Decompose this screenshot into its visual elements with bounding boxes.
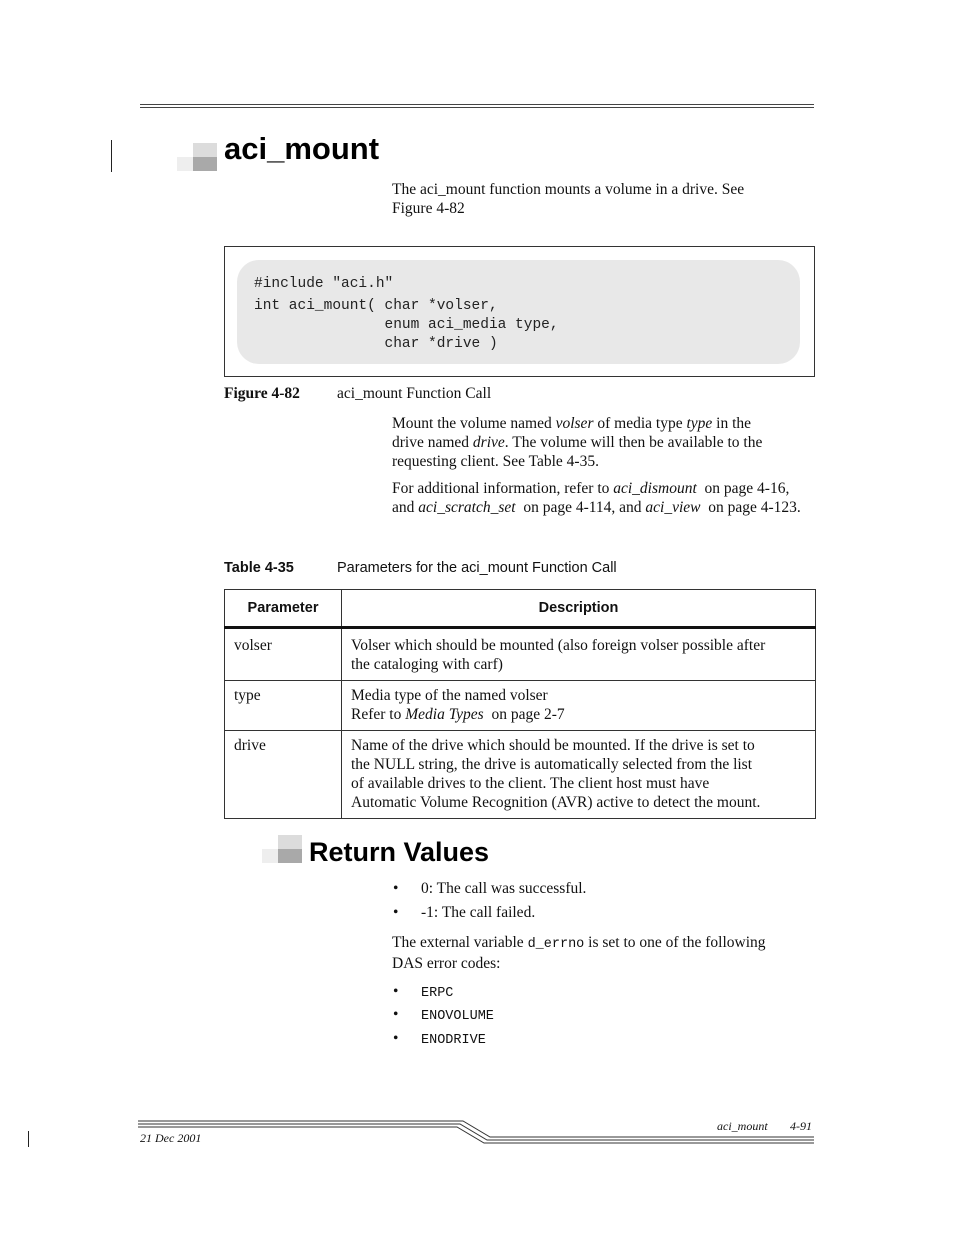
description-paragraph — [392, 414, 822, 471]
table-row — [225, 628, 816, 681]
text-run: on page 2-7 — [483, 706, 565, 723]
list-item — [393, 1006, 494, 1024]
text-run: Mount the volume named — [392, 415, 556, 432]
code-block — [254, 275, 559, 354]
bullet-text: 0: The call was successful. — [421, 880, 587, 897]
intro-line: The aci_mount function mounts a volume in a drive. See — [392, 181, 745, 198]
bullet-icon: • — [393, 1030, 399, 1047]
error-code: ENODRIVE — [421, 1033, 486, 1048]
param-ref: drive — [472, 434, 505, 451]
column-header: Description — [342, 590, 816, 628]
header-rule — [140, 104, 814, 108]
table-title: Parameters for the aci_mount Function Call — [337, 560, 617, 576]
bullet-icon: • — [393, 983, 399, 1000]
code-line: #include "aci.h" — [254, 276, 394, 292]
list-item — [393, 983, 453, 1001]
param-cell: volser — [225, 628, 342, 681]
table-row — [225, 681, 816, 731]
footer-section-name: aci_mount — [717, 1119, 768, 1133]
footer-page-number: 4-91 — [790, 1119, 812, 1133]
text-run: on page 4-123. — [700, 499, 801, 516]
code-line: enum aci_media type, — [254, 317, 559, 333]
desc-cell — [342, 731, 816, 819]
text-run: in the — [712, 415, 752, 432]
text-run: is set to one of the following — [584, 934, 766, 951]
column-header: Parameter — [225, 590, 342, 628]
text-run: Refer to — [351, 706, 406, 723]
table-label: Table 4-35 — [224, 560, 294, 576]
change-bar — [111, 140, 112, 172]
heading-graphic-icon — [262, 835, 302, 865]
text-run: The external variable — [392, 934, 528, 951]
text-run: . The volume will then be available to the — [504, 434, 763, 451]
text-run: requesting client. See Table 4-35. — [392, 453, 599, 470]
desc-cell — [342, 628, 816, 681]
code-line: char *drive ) — [254, 336, 498, 352]
param-ref: type — [686, 415, 713, 432]
desc-line: of available drives to the client. The client host must have — [351, 775, 710, 792]
page-title: aci_mount — [224, 131, 380, 166]
intro-paragraph — [392, 180, 816, 218]
param-ref: volser — [555, 415, 594, 432]
param-cell: drive — [225, 731, 342, 819]
heading-graphic-icon — [177, 143, 217, 173]
desc-cell — [342, 681, 816, 731]
section-heading: Return Values — [309, 837, 490, 867]
code-line: int aci_mount( char *volser, — [254, 298, 498, 314]
error-code: ERPC — [421, 986, 454, 1001]
bullet-icon: • — [393, 904, 399, 921]
error-code: ENOVOLUME — [421, 1009, 494, 1024]
list-item — [393, 1030, 486, 1048]
errno-paragraph — [392, 933, 822, 973]
list-item — [393, 880, 586, 898]
xref-link[interactable]: aci_view — [645, 499, 701, 516]
param-cell: type — [225, 681, 342, 731]
xref-link[interactable]: aci_scratch_set — [418, 499, 516, 516]
text-run: on page 4-16, — [696, 480, 790, 497]
bullet-icon: • — [393, 880, 399, 897]
text-run: on page 4-114, and — [515, 499, 646, 516]
code-ref: d_errno — [527, 937, 585, 952]
figure-title: aci_mount Function Call — [337, 385, 492, 402]
xref-link[interactable]: aci_dismount — [613, 480, 697, 497]
desc-line: Volser which should be mounted (also foreign volser possible after — [351, 637, 766, 654]
footer-rule — [138, 1120, 818, 1144]
text-run: of media type — [593, 415, 687, 432]
text-run: and — [392, 499, 419, 516]
see-also-paragraph — [392, 479, 832, 517]
footer-date: 21 Dec 2001 — [140, 1131, 202, 1145]
intro-line: Figure 4-82 — [392, 200, 465, 217]
text-run: DAS error codes: — [392, 955, 501, 972]
xref-link[interactable]: Media Types — [405, 706, 484, 723]
desc-line: the cataloging with carf) — [351, 656, 503, 673]
figure-caption — [224, 385, 300, 403]
code-figure — [224, 246, 815, 377]
desc-line: Automatic Volume Recognition (AVR) active to detect the mount. — [351, 794, 761, 811]
desc-line: the NULL string, the drive is automatically selected from the list — [351, 756, 753, 773]
desc-line: Name of the drive which should be mounted. If the drive is set to — [351, 737, 755, 754]
bullet-icon: • — [393, 1006, 399, 1023]
list-item — [393, 904, 535, 922]
desc-line: Media type of the named volser — [351, 687, 548, 704]
text-run: For additional information, refer to — [392, 480, 614, 497]
text-run: drive named — [392, 434, 473, 451]
figure-label: Figure 4-82 — [224, 385, 300, 402]
table-row — [225, 731, 816, 819]
table-header-row — [225, 590, 816, 628]
bullet-text: -1: The call failed. — [421, 904, 536, 921]
change-bar — [28, 1131, 29, 1147]
parameters-table — [224, 589, 816, 819]
